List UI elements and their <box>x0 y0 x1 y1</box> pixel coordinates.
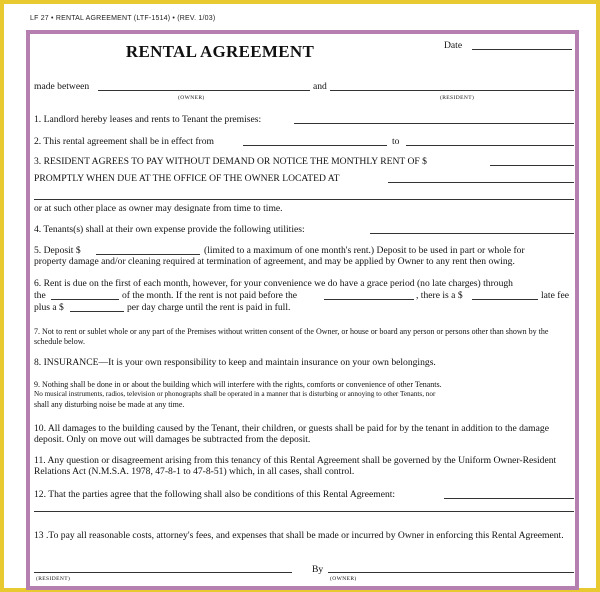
clause-9-noise: No musical instruments, radios, television or phonographs shall be operated in a manner that is disturbing or annoying to other Tenants, nor <box>34 390 436 398</box>
clause-1: 1. Landlord hereby leases and rents to Tenant the premises: <box>34 114 262 125</box>
clause-5: 5. Deposit $ <box>34 245 81 256</box>
clause-6-per-day: per day charge until the rent is paid in full. <box>127 302 291 313</box>
clause-13: 13 .To pay all reasonable costs, attorney's fees, and expenses that shall be made or incurred by Owner in enforcing this Rental Agreement. <box>34 530 564 541</box>
monthly-rent-field[interactable] <box>490 165 574 166</box>
date-label: Date <box>444 40 463 51</box>
office-address-field-2[interactable] <box>34 199 574 200</box>
resident-signature-field[interactable] <box>34 572 292 573</box>
grace-day-field[interactable] <box>51 299 119 300</box>
owner-signature-field[interactable] <box>328 572 574 573</box>
resident-name-field[interactable] <box>330 90 574 91</box>
clause-2: 2. This rental agreement shall be in effect from <box>34 136 214 147</box>
clause-11: 11. Any question or disagreement arising from this tenancy of this Rental Agreement shall be governed by the Uniform Owner-Resident Relations Act (N.M.S.A. 1978, 47-8-1 to 47-8-51) which, in all cases, shall control. <box>34 455 557 477</box>
clause-5-damage: property damage and/or cleaning required at termination of agreement, and may be applied by Owner to any rent then owing. <box>34 256 515 267</box>
clause-3-office: PROMPTLY WHEN DUE AT THE OFFICE OF THE OWNER LOCATED AT <box>34 173 340 184</box>
clause-7: 7. Not to rent or sublet whole or any part of the Premises without written consent of the Owner, or house or board any person or persons other than shown by the schedule below. <box>34 327 549 346</box>
owner-name-field[interactable] <box>98 90 310 91</box>
start-date-field[interactable] <box>243 145 387 146</box>
resident-caption: (RESIDENT) <box>440 95 475 101</box>
page-title: RENTAL AGREEMENT <box>125 42 315 61</box>
by-label: By <box>312 564 324 575</box>
clause-6-the: the <box>34 290 46 301</box>
agreement-frame <box>26 30 579 590</box>
form-code: LF 27 • RENTAL AGREEMENT (LTF-1514) • (REV. 1/03) <box>30 15 216 22</box>
clause-6-month: of the month. If the rent is not paid before the <box>122 290 298 301</box>
premises-field[interactable] <box>294 123 574 124</box>
clause-8: 8. INSURANCE—It is your own responsibility to keep and maintain insurance on your own belongings. <box>34 357 436 368</box>
clause-2-to: to <box>392 136 400 147</box>
clause-6-plus: plus a $ <box>34 302 64 313</box>
owner-signature-caption: (OWNER) <box>330 576 357 582</box>
clause-4: 4. Tenants(s) shall at their own expense provide the following utilities: <box>34 224 305 235</box>
per-day-charge-field[interactable] <box>70 311 124 312</box>
and-label: and <box>313 81 327 92</box>
date-field[interactable] <box>472 49 572 50</box>
due-date-field[interactable] <box>324 299 414 300</box>
clause-12: 12. That the parties agree that the following shall also be conditions of this Rental Agreement: <box>34 489 396 500</box>
clause-3: 3. RESIDENT AGREES TO PAY WITHOUT DEMAND OR NOTICE THE MONTHLY RENT OF $ <box>34 156 427 167</box>
clause-9-any-time: shall any disturbing noise be made at any time. <box>34 400 185 409</box>
clause-5-limit: (limited to a maximum of one month's rent.) Deposit to be used in part or whole for <box>204 245 525 256</box>
utilities-field[interactable] <box>370 233 574 234</box>
clause-3-other: or at such other place as owner may designate from time to time. <box>34 203 283 214</box>
deposit-field[interactable] <box>96 254 200 255</box>
form-page <box>4 4 596 588</box>
clause-10: 10. All damages to the building caused by the Tenant, their children, or guests shall be paid for by the tenant in addition to the damage deposit. Only on move out will damages be subtracted from the deposit. <box>34 423 549 445</box>
resident-signature-caption: (RESIDENT) <box>36 576 71 582</box>
clause-6: 6. Rent is due on the first of each month, however, for your convenience we do have a grace period (no late charges) through <box>34 278 513 289</box>
made-between-label: made between <box>34 81 90 92</box>
end-date-field[interactable] <box>406 145 574 146</box>
clause-6-late-fee: late fee <box>541 290 569 301</box>
conditions-field-1[interactable] <box>444 498 574 499</box>
clause-6-there: , there is a $ <box>416 290 463 301</box>
office-address-field[interactable] <box>388 182 574 183</box>
conditions-field-2[interactable] <box>34 511 574 512</box>
clause-9: 9. Nothing shall be done in or about the building which will interfere with the rights, comforts or convenience of other Tenants. <box>34 380 442 389</box>
owner-caption: (OWNER) <box>178 95 205 101</box>
late-fee-field[interactable] <box>472 299 538 300</box>
